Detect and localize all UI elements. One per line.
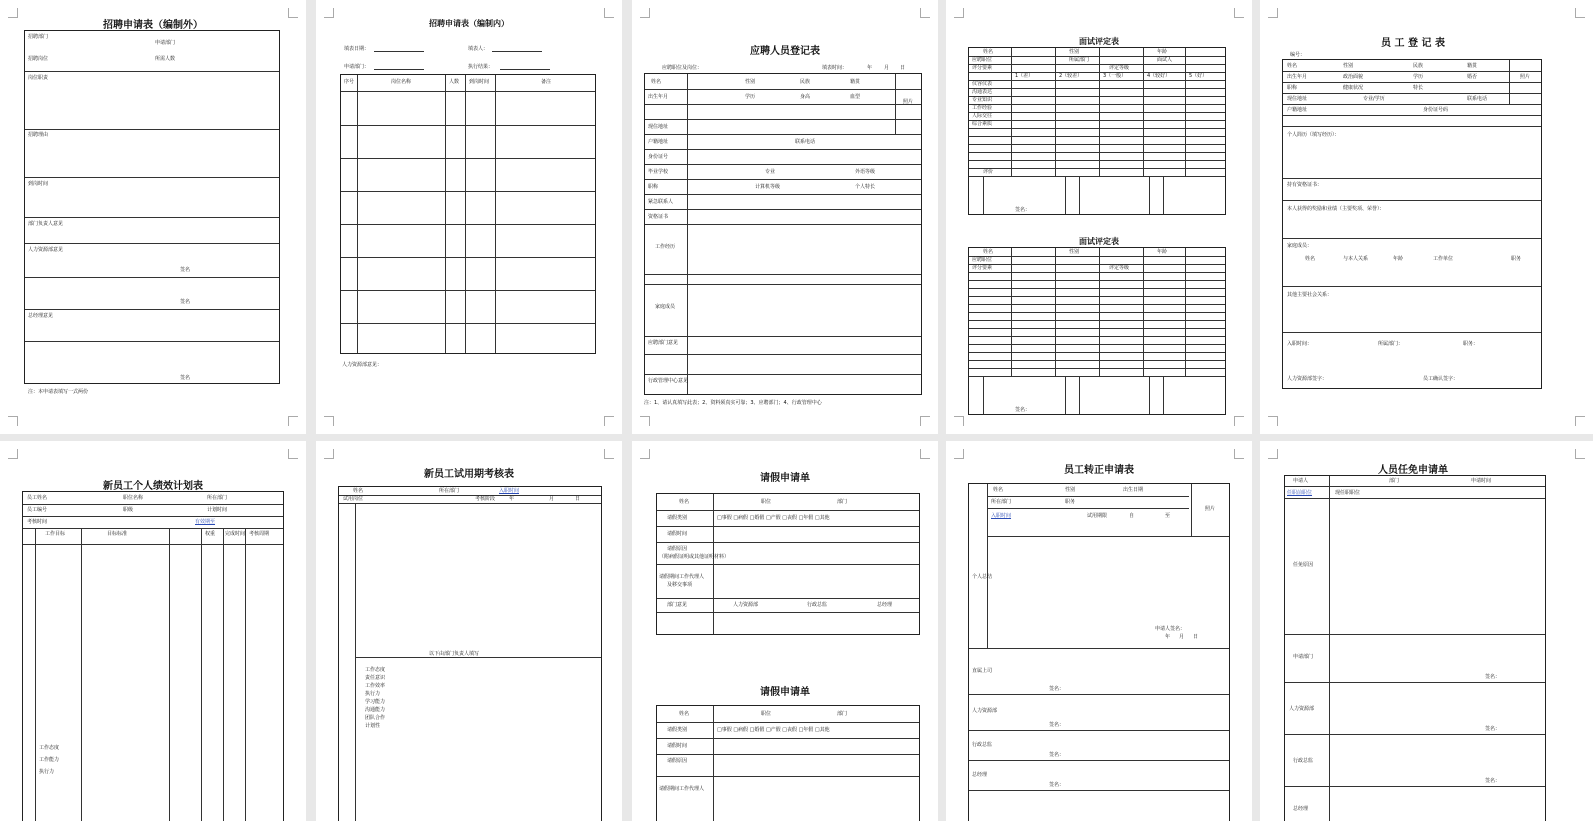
page-employee-registration: 员 工 登 记 表 编号： 姓名 性别 民族 籍贯 出生年月 政治面貌 学历 婚否 职称 健康状况 特长 照片 现住地址 专业/学历 联系电话 户籍地址 身份证号码 个人简历（填写经历）： 持有资格证书： 本人获得的奖励和业绩（主要奖项、荣誉）： 家庭成员： 姓名 与本人关系 年龄 工作单位 职务 其他主要社会关系： 入职时间： 所属部门： 职务： 人力资源部签字： 员工确认签字： [1260,0,1593,434]
page-recruit-application-outside [0,0,306,434]
position-table: 序号 岗位名称 人数 到岗时间 备注 [340,74,596,354]
page-title: 招聘申请表（编制内） [429,19,509,28]
evaluation-table-1: 姓名 性别 年龄 应聘职位 所属部门 面试人 评分要素 评定等级 1（差） 2（较差） 3（一般） 4（较好） 5（好） 仪容仪表 沟通表达 专业知识 工作经验 人际交往 综合素质 评价 签名： [968,47,1226,215]
page-title: 应聘人员登记表 [750,46,820,57]
assessment-table: 姓名 所在部门 入职时间 试用岗位 考核阶段 年 月 日 以下由部门负责人填写 工作态度 责任意识 工作效率 执行力 学习能力 沟通能力 团队合作 计划性 [338,486,602,821]
page-regularization [946,441,1252,821]
page-interview-evaluation [946,0,1252,434]
entry-date-link[interactable]: 入职时间 [499,488,520,494]
period-link[interactable]: 有效期至 [195,519,216,525]
page-leave-request [632,441,938,821]
page-title: 招聘申请表（编制外） [103,20,203,31]
page-title-2: 面试评定表 [1079,237,1119,246]
page-probation-assessment [316,441,622,821]
page-performance-plan [0,441,306,821]
page-title: 面试评定表 [1079,37,1119,46]
page-title: 人员任免申请单 [1378,465,1448,476]
form-table: 招聘部门 申请部门 招聘岗位 所需人数 岗位职责 招聘理由 到岗时间 部门负责人意见 人力资源部意见 总经理意见 签名 签名 签名 [24,30,280,384]
footnote: 注：1、请认真填写此表；2、资料须真实可靠；3、应聘部门；4、行政管理中心 [644,400,822,406]
page-recruit-application-inside: 招聘申请表（编制内） 填表日期： 填表人： 申请部门： 执行结果： 序号 岗位名称 人数 到岗时间 备注 人力资源部意见： [316,0,622,434]
page-title: 员 工 登 记 表 [1381,38,1445,49]
evaluation-table-2: 姓名 性别 年龄 应聘职位 评分要素 评定等级 签名： [968,247,1226,415]
leave-table-1: 姓名 职位 部门 请假类别 □事假 □病假 □婚假 □产假 □丧假 □年假 □其他 请假时间 请假原因 （附病假证明或其他证明材料） 请假期间工作代理人 及移交事项 部门意见 人力资源部 行政总监 总经理 [656,493,920,635]
page-title: 员工转正申请表 [1064,465,1134,476]
page-title: 新员工试用期考核表 [424,469,514,480]
registration-table: 姓名 性别 民族 籍贯 出生年月 学历 身高 血型 照片 现住地址 户籍地址 联系电话 身份证号 毕业学校 专业 外语等级 职称 计算机等级 个人特长 紧急联系人 资格证书 工作经历 家庭成员 应聘部门意见 行政管理中心意见 [644,73,922,395]
regularization-table: 姓名 性别 出生日期 照片 所在部门 职务 入职时间 试用期限 自 至 个人总结 申请人签名： 年 月 日 直属上司 人力资源部 行政总监 总经理 签名： 签名： 签名： 签名： [968,483,1230,821]
page-title: 新员工个人绩效计划表 [103,481,203,492]
page-title-2: 请假申请单 [760,687,810,698]
appointment-table: 申请人 部门 申请时间 任职前职位 现任职职位 任免原因 申请部门 人力资源部 行政总监 总经理 签名： 签名： 签名： [1284,475,1546,821]
leave-table-2: 姓名 职位 部门 请假类别 □事假 □病假 □婚假 □产假 □丧假 □年假 □其他 请假时间 请假原因 请假期间工作代理人 [656,705,920,821]
entry-date-link[interactable]: 入职时间 [991,513,1012,519]
footnote: 注：本申请表填写一式两份 [28,389,89,395]
employee-table: 姓名 性别 民族 籍贯 出生年月 政治面貌 学历 婚否 职称 健康状况 特长 照片 现住地址 专业/学历 联系电话 户籍地址 身份证号码 个人简历（填写经历）： 持有资格证书： 本人获得的奖励和业绩（主要奖项、荣誉）： 家庭成员： 姓名 与本人关系 年龄 工作单位 职务 其他主要社会关系： 入职时间： 所属部门： 职务： 人力资源部签字： 员工确认签字： [1282,59,1542,389]
page-applicant-registration: 应聘人员登记表 应聘职位及岗位： 填表时间： 年 月 日 姓名 性别 民族 籍贯 出生年月 学历 身高 血型 照片 现住地址 户籍地址 联系电话 身份证号 毕业学校 专业 外语等级 职称 计算机等级 个人特长 紧急联系人 资格证书 工作经历 家庭成员 应聘部门意见 行政管理中心意见 注：1、请认真填写此表；2、资料须真实可靠；3、应聘部门；4、行政管理中心 [632,0,938,434]
page-title: 请假申请单 [760,473,810,484]
plan-table: 员工姓名 职位名称 所在部门 员工编号 职级 计划时间 考核时间 有效期至 工作目标 目标标准 权重 完成时间 考核周期 工作态度 工作能力 执行力 [22,491,284,821]
page-appointment-request [1260,441,1593,821]
prev-position-link[interactable]: 任职前职位 [1287,490,1313,496]
